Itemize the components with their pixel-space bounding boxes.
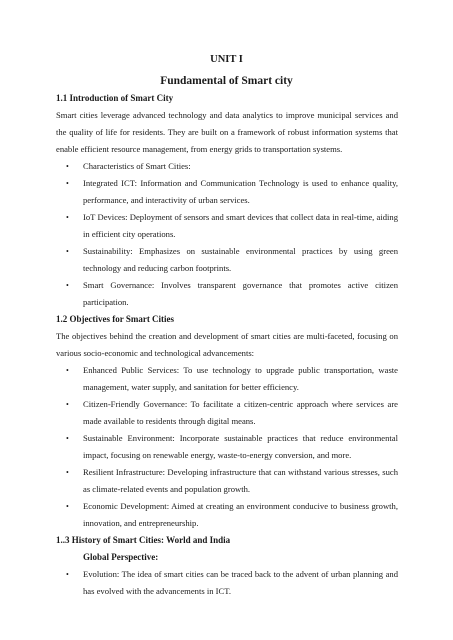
- list-item-text: Sustainability: Emphasizes on sustainable environmental practices by using green technology and reducing carbon footprints.: [83, 246, 398, 273]
- list-item: [56, 362, 398, 396]
- list-item-text: Enhanced Public Services: To use technology to upgrade public transportation, waste management, water supply, and sanitation for better efficiency.: [83, 365, 398, 392]
- document-body: [56, 90, 398, 600]
- document-title: Fundamental of Smart city: [160, 75, 293, 87]
- bullet-icon: •: [66, 366, 69, 375]
- bullet-icon: •: [66, 400, 69, 409]
- bullet-icon: •: [66, 162, 69, 171]
- section-1-2-paragraph: The objectives behind the creation and development of smart cities are multi-faceted, focusing on various socio-economic and technological advancements:: [56, 331, 398, 358]
- unit-title: UNIT I: [210, 54, 243, 65]
- list-item-text: Sustainable Environment: Incorporate sustainable practices that reduce environmental impact, focusing on renewable energy, waste-to-energy conversion, and more.: [83, 433, 398, 460]
- bullet-icon: •: [66, 502, 69, 511]
- global-perspective-subheading: Global Perspective:: [83, 552, 159, 562]
- list-item: [56, 175, 398, 209]
- section-1-1-bullet-list: [56, 158, 398, 311]
- list-item-text: Resilient Infrastructure: Developing infrastructure that can withstand various stresses, such as climate-related events and population growth.: [83, 467, 398, 494]
- section-1-2-bullet-list: [56, 362, 398, 532]
- section-heading-1-3: 1..3 History of Smart Cities: World and India: [56, 535, 231, 545]
- list-item-text: Citizen-Friendly Governance: To facilitate a citizen-centric approach where services are made available to residents through digital means.: [83, 399, 398, 426]
- bullet-icon: •: [66, 247, 69, 256]
- section-1-3-bullet-list: [56, 566, 398, 600]
- bullet-icon: •: [66, 570, 69, 579]
- list-item-text: Smart Governance: Involves transparent governance that promotes active citizen participation.: [83, 280, 398, 307]
- list-item: [56, 158, 398, 175]
- list-item: [56, 566, 398, 600]
- list-item-text: IoT Devices: Deployment of sensors and smart devices that collect data in real-time, aiding in efficient city operations.: [83, 212, 398, 239]
- bullet-icon: •: [66, 213, 69, 222]
- section-heading-1-1: 1.1 Introduction of Smart City: [56, 93, 174, 103]
- list-item-text: Economic Development: Aimed at creating an environment conducive to business growth, innovation, and entrepreneurship.: [83, 501, 398, 528]
- list-item-text: Evolution: The idea of smart cities can be traced back to the advent of urban planning and has evolved with the advancements in ICT.: [83, 569, 398, 596]
- list-item-text: Integrated ICT: Information and Communication Technology is used to enhance quality, performance, and interactivity of urban services.: [83, 178, 398, 205]
- list-item: [56, 209, 398, 243]
- list-item: [56, 498, 398, 532]
- bullet-icon: •: [66, 468, 69, 477]
- list-item-text: Characteristics of Smart Cities:: [83, 161, 191, 171]
- section-heading-1-2: 1.2 Objectives for Smart Cities: [56, 314, 175, 324]
- list-item: [56, 464, 398, 498]
- bullet-icon: •: [66, 281, 69, 290]
- bullet-icon: •: [66, 179, 69, 188]
- list-item: [56, 430, 398, 464]
- list-item: [56, 243, 398, 277]
- list-item: [56, 277, 398, 311]
- section-1-1-paragraph: Smart cities leverage advanced technology and data analytics to improve municipal services and the quality of life for residents. They are built on a framework of robust information systems that enable efficient resource management, from energy grids to transportation systems.: [56, 110, 398, 154]
- list-item: [56, 396, 398, 430]
- bullet-icon: •: [66, 434, 69, 443]
